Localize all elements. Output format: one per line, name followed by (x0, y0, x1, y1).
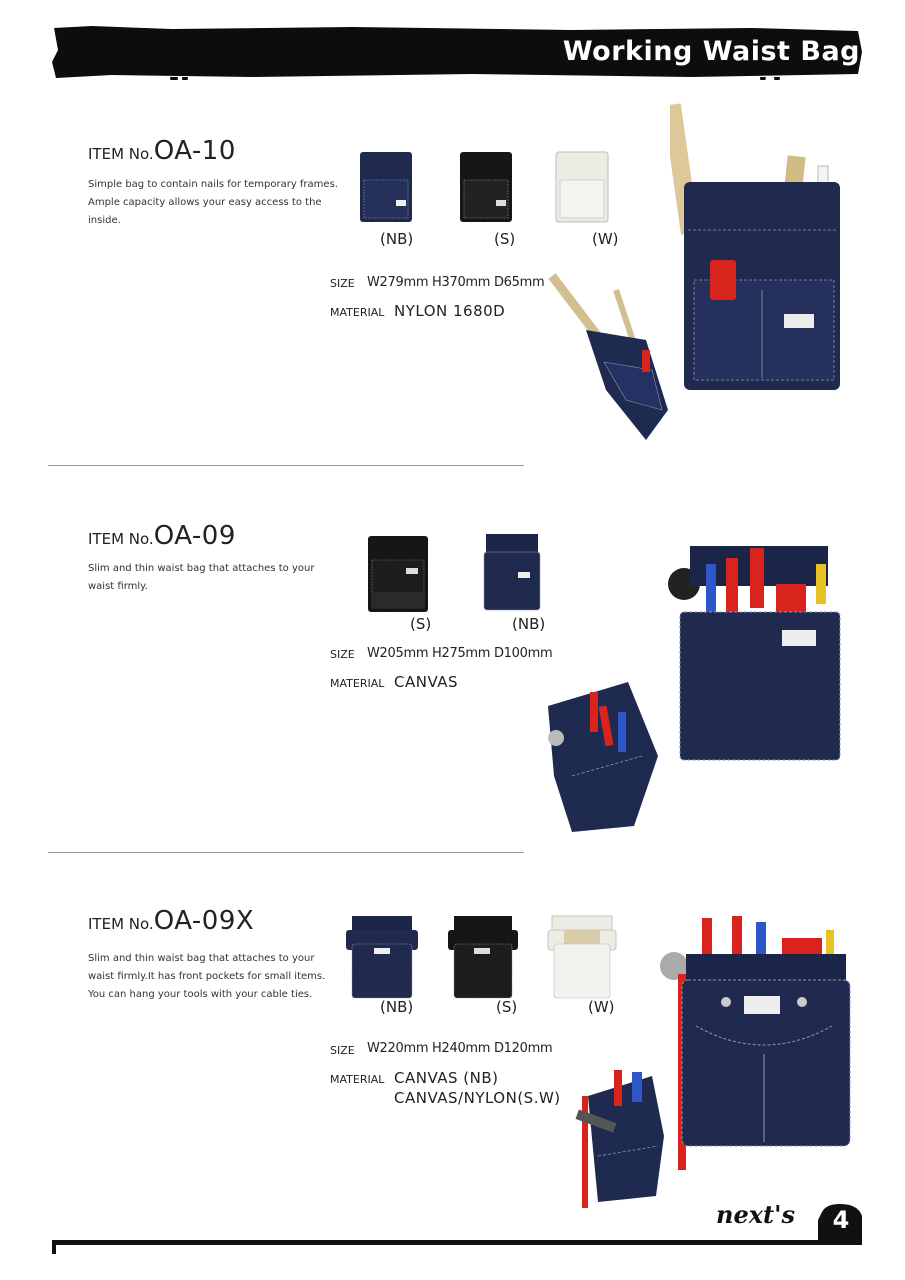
size-value: W279mm H370mm D65mm (367, 275, 545, 290)
variant-label: (S) (496, 998, 518, 1016)
material-label: MATERIAL (330, 1073, 385, 1086)
size-label: SIZE (330, 648, 355, 661)
material-label: MATERIAL (330, 677, 385, 690)
variant-label: (W) (592, 230, 619, 248)
bag-thumb-black (458, 150, 514, 224)
item-number-oa-09 (88, 521, 236, 551)
item-number-label: ITEM No. (88, 145, 154, 163)
item-code: OA-09 (153, 521, 236, 551)
variant-label: (NB) (380, 230, 414, 248)
bag-thumb-navy (344, 914, 420, 1000)
variant-label: (NB) (380, 998, 414, 1016)
item-number-label: ITEM No. (88, 915, 154, 933)
variant-label: (S) (410, 615, 432, 633)
section-divider (48, 465, 524, 466)
material-value: NYLON 1680D (394, 302, 506, 320)
brand-logo: next's (716, 1200, 795, 1229)
material-value: CANVAS (NB) (394, 1069, 499, 1087)
page-title: Working Waist Bag (562, 36, 860, 67)
bag-thumb-navy (482, 532, 542, 612)
bag-thumb-black (446, 914, 520, 1000)
item-description: Simple bag to contain nails for temporary frames. Ample capacity allows your easy access to the inside. (88, 179, 338, 226)
item-description: Slim and thin waist bag that attaches to your waist firmly.It has front pockets for small items. You can hang your tools with your cable ties. (88, 953, 326, 1000)
size-value: W220mm H240mm D120mm (367, 1041, 553, 1056)
footer-rule (52, 1240, 862, 1245)
bag-thumb-navy (358, 150, 414, 224)
bag-thumb-black (366, 534, 430, 614)
section-divider (48, 852, 524, 853)
product-photo-side (546, 270, 672, 446)
size-label: SIZE (330, 1044, 355, 1057)
bag-thumb-white (546, 914, 618, 1000)
material-value: CANVAS (394, 673, 459, 691)
item-number-oa-10 (88, 136, 236, 166)
bag-thumb-white (554, 150, 610, 224)
material-label: MATERIAL (330, 306, 385, 319)
variant-label: (S) (494, 230, 516, 248)
product-photo-front (670, 100, 846, 394)
item-number-oa-09x (88, 906, 254, 936)
product-photo-side (574, 1066, 668, 1212)
variant-label: (NB) (512, 615, 546, 633)
variant-label: (W) (588, 998, 615, 1016)
item-code: OA-09X (153, 906, 255, 936)
page-number: 4 (832, 1206, 850, 1234)
item-code: OA-10 (153, 136, 236, 166)
product-photo-side (542, 676, 662, 834)
product-photo-front (666, 544, 846, 764)
size-value: W205mm H275mm D100mm (367, 646, 553, 661)
product-photo-front (656, 914, 852, 1176)
item-number-label: ITEM No. (88, 530, 154, 548)
material-value-secondary: CANVAS/NYLON(S.W) (394, 1089, 561, 1107)
size-label: SIZE (330, 277, 355, 290)
item-description: Slim and thin waist bag that attaches to your waist firmly. (88, 563, 315, 592)
footer-rule-tick (52, 1240, 56, 1254)
